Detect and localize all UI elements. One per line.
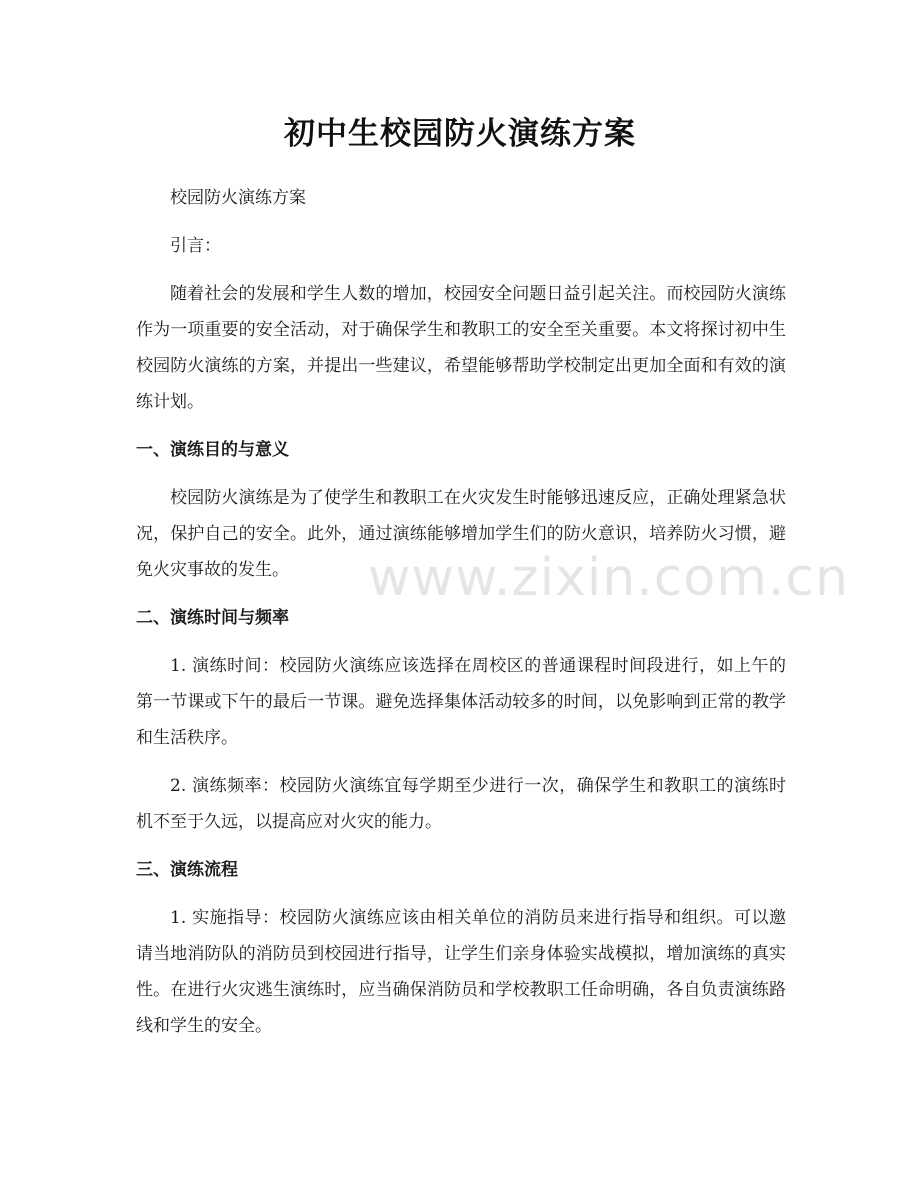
section-heading-3: 三、演练流程 [136, 860, 238, 880]
section-heading-2: 二、演练时间与频率 [136, 608, 289, 628]
section-3-item-1: 1. 实施指导：校园防火演练应该由相关单位的消防员来进行指导和组织。可以邀请当地消防队的消防员到校园进行指导，让学生们亲身体验实战模拟，增加演练的真实性。在进行火灾逃生演练时，应当确保消防员和学校教职工任命明确，各自负责演练路线和学生的安全。 [136, 908, 786, 1036]
section-2-item-2: 2. 演练频率：校园防火演练宜每学期至少进行一次，确保学生和教职工的演练时机不至于久远，以提高应对火灾的能力。 [136, 776, 786, 832]
intro-paragraph: 随着社会的发展和学生人数的增加，校园安全问题日益引起关注。而校园防火演练作为一项重要的安全活动，对于确保学生和教职工的安全至关重要。本文将探讨初中生校园防火演练的方案，并提出一些建议，希望能够帮助学校制定出更加全面和有效的演练计划。 [136, 284, 786, 412]
watermark-text: www.zixin.com.cn [368, 548, 849, 608]
intro-label: 引言： [170, 236, 221, 256]
section-heading-1: 一、演练目的与意义 [136, 440, 289, 460]
document-body [136, 180, 786, 1044]
section-2-item-1: 1. 演练时间：校园防火演练应该选择在周校区的普通课程时间段进行，如上午的第一节课或下午的最后一节课。避免选择集体活动较多的时间，以免影响到正常的教学和生活秩序。 [136, 656, 786, 748]
section-1-paragraph: 校园防火演练是为了使学生和教职工在火灾发生时能够迅速反应，正确处理紧急状况，保护自己的安全。此外，通过演练能够增加学生们的防火意识，培养防火习惯，避免火灾事故的发生。 [136, 488, 786, 580]
document-title: 初中生校园防火演练方案 [284, 116, 636, 152]
subtitle-paragraph: 校园防火演练方案 [170, 188, 306, 208]
